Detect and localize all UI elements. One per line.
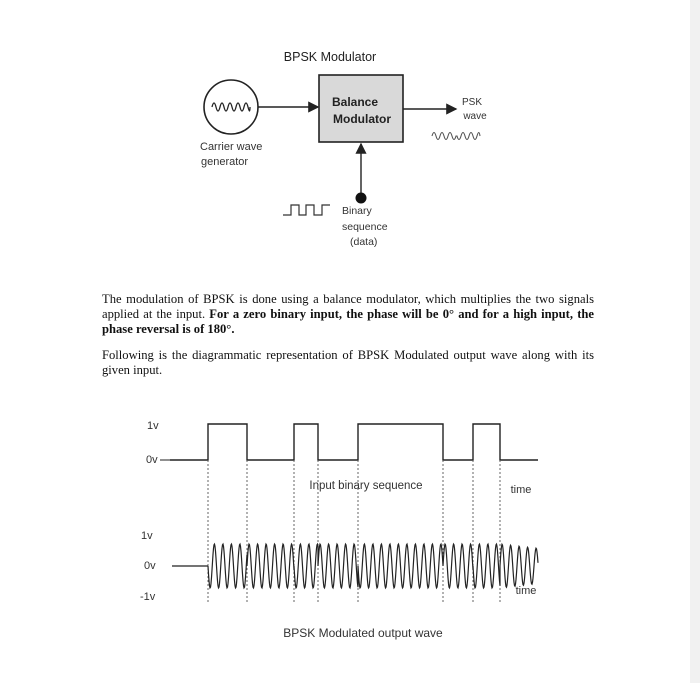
- binary-sequence-icon: [283, 205, 330, 215]
- output-label-line1: PSK: [461, 97, 483, 108]
- carrier-label-line2: generator: [201, 156, 249, 168]
- carrier-label-line1: Carrier wave: [200, 141, 263, 153]
- input-label-line2: sequence: [342, 221, 388, 233]
- modulator-label-line2: Modulator: [333, 112, 391, 126]
- binary-sequence-label: Input binary sequence: [309, 480, 423, 492]
- following-paragraph: Following is the diagrammatic representation of BPSK Modulated output wave along with its given input.: [102, 348, 594, 377]
- input-label-line3: (data): [350, 236, 378, 248]
- psk-level-zero: 0v: [144, 560, 156, 572]
- binary-level-high: 1v: [147, 420, 159, 432]
- modulator-title: BPSK Modulator: [283, 50, 377, 64]
- description-bold-text: For a zero binary input, the phase will be 0° and for a high input, the phase reversal is of 180°.: [102, 307, 594, 336]
- modulator-label-line1: Balance: [331, 95, 379, 109]
- binary-level-low: 0v: [146, 454, 158, 466]
- description-text: The modulation of BPSK is done using a balance modulator, which multiplies the two signals applied at the input.: [102, 292, 594, 321]
- description-paragraph: [102, 292, 594, 337]
- psk-wave-icon: [432, 133, 480, 140]
- output-label-line2: wave: [463, 111, 487, 122]
- waveform-caption: BPSK Modulated output wave: [283, 626, 443, 640]
- binary-time-label: time: [510, 484, 532, 496]
- binary-input-waveform: [170, 424, 538, 460]
- psk-time-label: time: [515, 585, 537, 597]
- data-input-node: [356, 193, 367, 204]
- psk-output-waveform: [208, 544, 538, 588]
- psk-level-high: 1v: [141, 530, 153, 542]
- psk-level-low: -1v: [140, 591, 156, 603]
- input-label-line1: Binary: [342, 205, 372, 217]
